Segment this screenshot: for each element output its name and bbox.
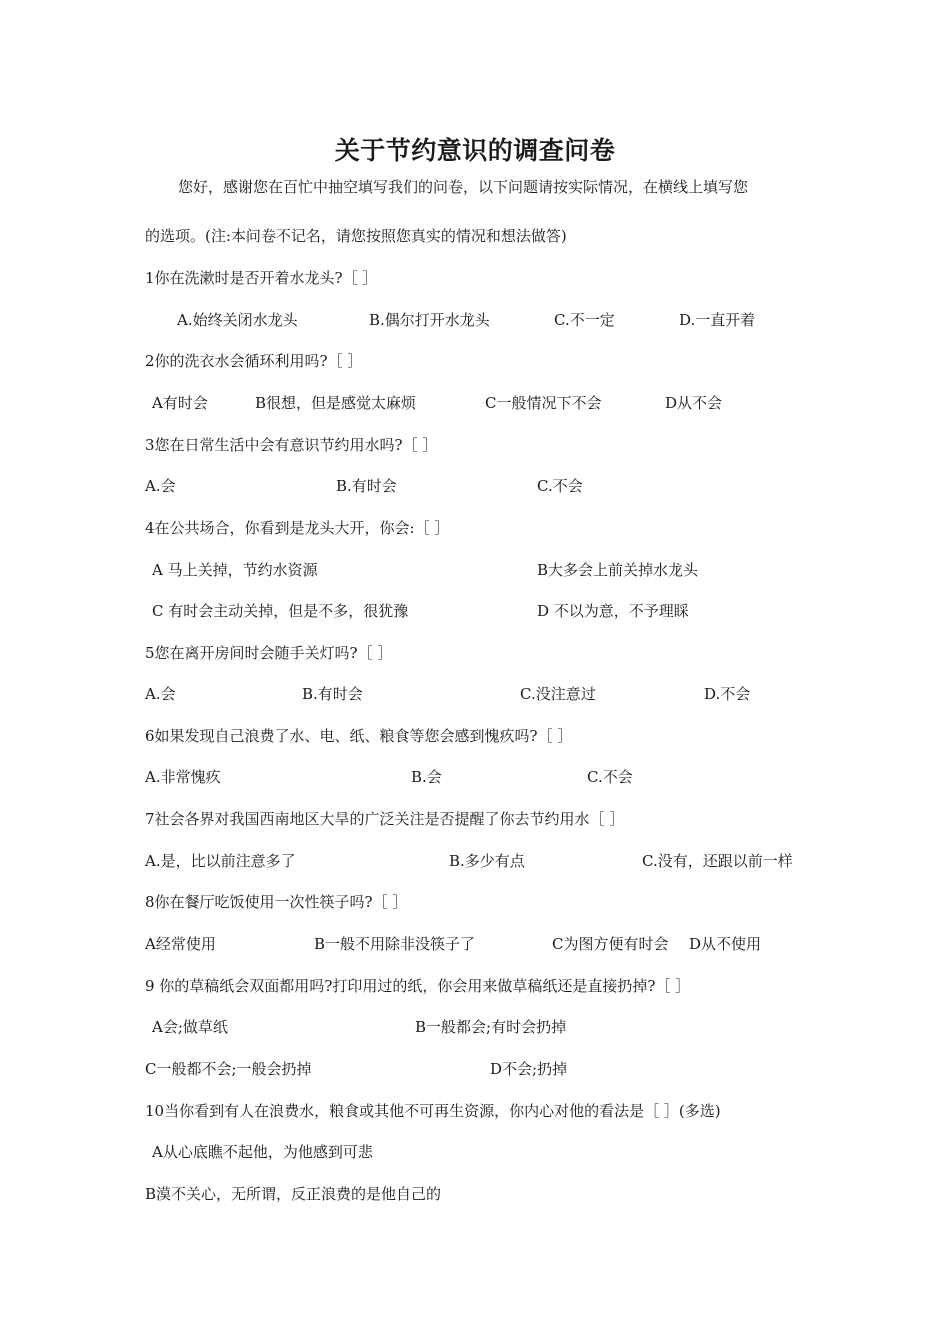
q8-option-a: A经常使用 [145, 935, 216, 953]
q6-option-b: B.会 [411, 768, 442, 786]
q1-option-b: B.偶尔打开水龙头 [369, 311, 490, 329]
q8-option-b: B一般不用除非没筷子了 [314, 935, 476, 953]
q5-option-a: A.会 [145, 685, 176, 703]
q9-option-d: D不会;扔掉 [490, 1060, 568, 1078]
q5-option-b: B.有时会 [302, 685, 363, 703]
q8-option-d: D从不使用 [689, 935, 762, 953]
question-9: 9 你的草稿纸会双面都用吗?打印用过的纸，你会用来做草稿纸还是直接扔掉?［ ］ [145, 977, 691, 995]
q1-option-a: A.始终关闭水龙头 [177, 311, 298, 329]
q2-option-d: D从不会 [665, 394, 723, 412]
intro-line-2: 的选项。(注:本问卷不记名，请您按照您真实的情况和想法做答) [145, 227, 567, 245]
q5-option-c: C.没注意过 [520, 685, 596, 703]
q4-option-c: C 有时会主动关掉，但是不多，很犹豫 [152, 602, 409, 620]
q1-option-c: C.不一定 [554, 311, 615, 329]
q2-option-a: A有时会 [152, 394, 208, 412]
q3-option-c: C.不会 [537, 477, 583, 495]
question-4: 4在公共场合，你看到是龙头大开，你会:［ ］ [145, 519, 450, 537]
page-title: 关于节约意识的调查问卷 [334, 136, 616, 165]
q9-option-c: C一般都不会;一般会扔掉 [145, 1060, 312, 1078]
q9-option-b: B一般都会;有时会扔掉 [415, 1018, 567, 1036]
q6-option-a: A.非常愧疚 [145, 768, 221, 786]
question-3: 3您在日常生活中会有意识节约用水吗?［ ］ [145, 436, 438, 454]
q3-option-a: A.会 [145, 477, 176, 495]
intro-line-1: 您好，感谢您在百忙中抽空填写我们的问卷，以下问题请按实际情况，在横线上填写您 [178, 178, 749, 196]
q5-option-d: D.不会 [704, 685, 751, 703]
q7-option-a: A.是，比以前注意多了 [145, 852, 296, 870]
q4-option-d: D 不以为意，不予理睬 [537, 602, 689, 620]
q9-option-a: A会;做草纸 [152, 1018, 228, 1036]
q4-option-a: A 马上关掉，节约水资源 [152, 561, 318, 579]
q2-option-c: C一般情况下不会 [485, 394, 602, 412]
q7-option-c: C.没有，还跟以前一样 [642, 852, 793, 870]
q10-option-b: B漠不关心，无所谓，反正浪费的是他自己的 [145, 1185, 442, 1203]
q3-option-b: B.有时会 [336, 477, 397, 495]
q7-option-b: B.多少有点 [449, 852, 525, 870]
question-10: 10当你看到有人在浪费水，粮食或其他不可再生资源，你内心对他的看法是［ ］(多选) [145, 1102, 721, 1120]
question-6: 6如果发现自己浪费了水、电、纸、粮食等您会感到愧疚吗?［ ］ [145, 727, 573, 745]
q10-option-a: A从心底瞧不起他，为他感到可悲 [152, 1143, 373, 1161]
question-5: 5您在离开房间时会随手关灯吗?［ ］ [145, 644, 393, 662]
q2-option-b: B很想，但是感觉太麻烦 [255, 394, 417, 412]
question-2: 2你的洗衣水会循环利用吗?［ ］ [145, 352, 363, 370]
q6-option-c: C.不会 [587, 768, 633, 786]
question-8: 8你在餐厅吃饭使用一次性筷子吗?［ ］ [145, 893, 408, 911]
q1-option-d: D.一直开着 [679, 311, 756, 329]
q8-option-c: C为图方便有时会 [552, 935, 669, 953]
q4-option-b: B大多会上前关掉水龙头 [537, 561, 699, 579]
question-1: 1你在洗漱时是否开着水龙头?［ ］ [145, 269, 378, 287]
question-7: 7社会各界对我国西南地区大旱的广泛关注是否提醒了你去节约用水［ ］ [145, 810, 625, 828]
